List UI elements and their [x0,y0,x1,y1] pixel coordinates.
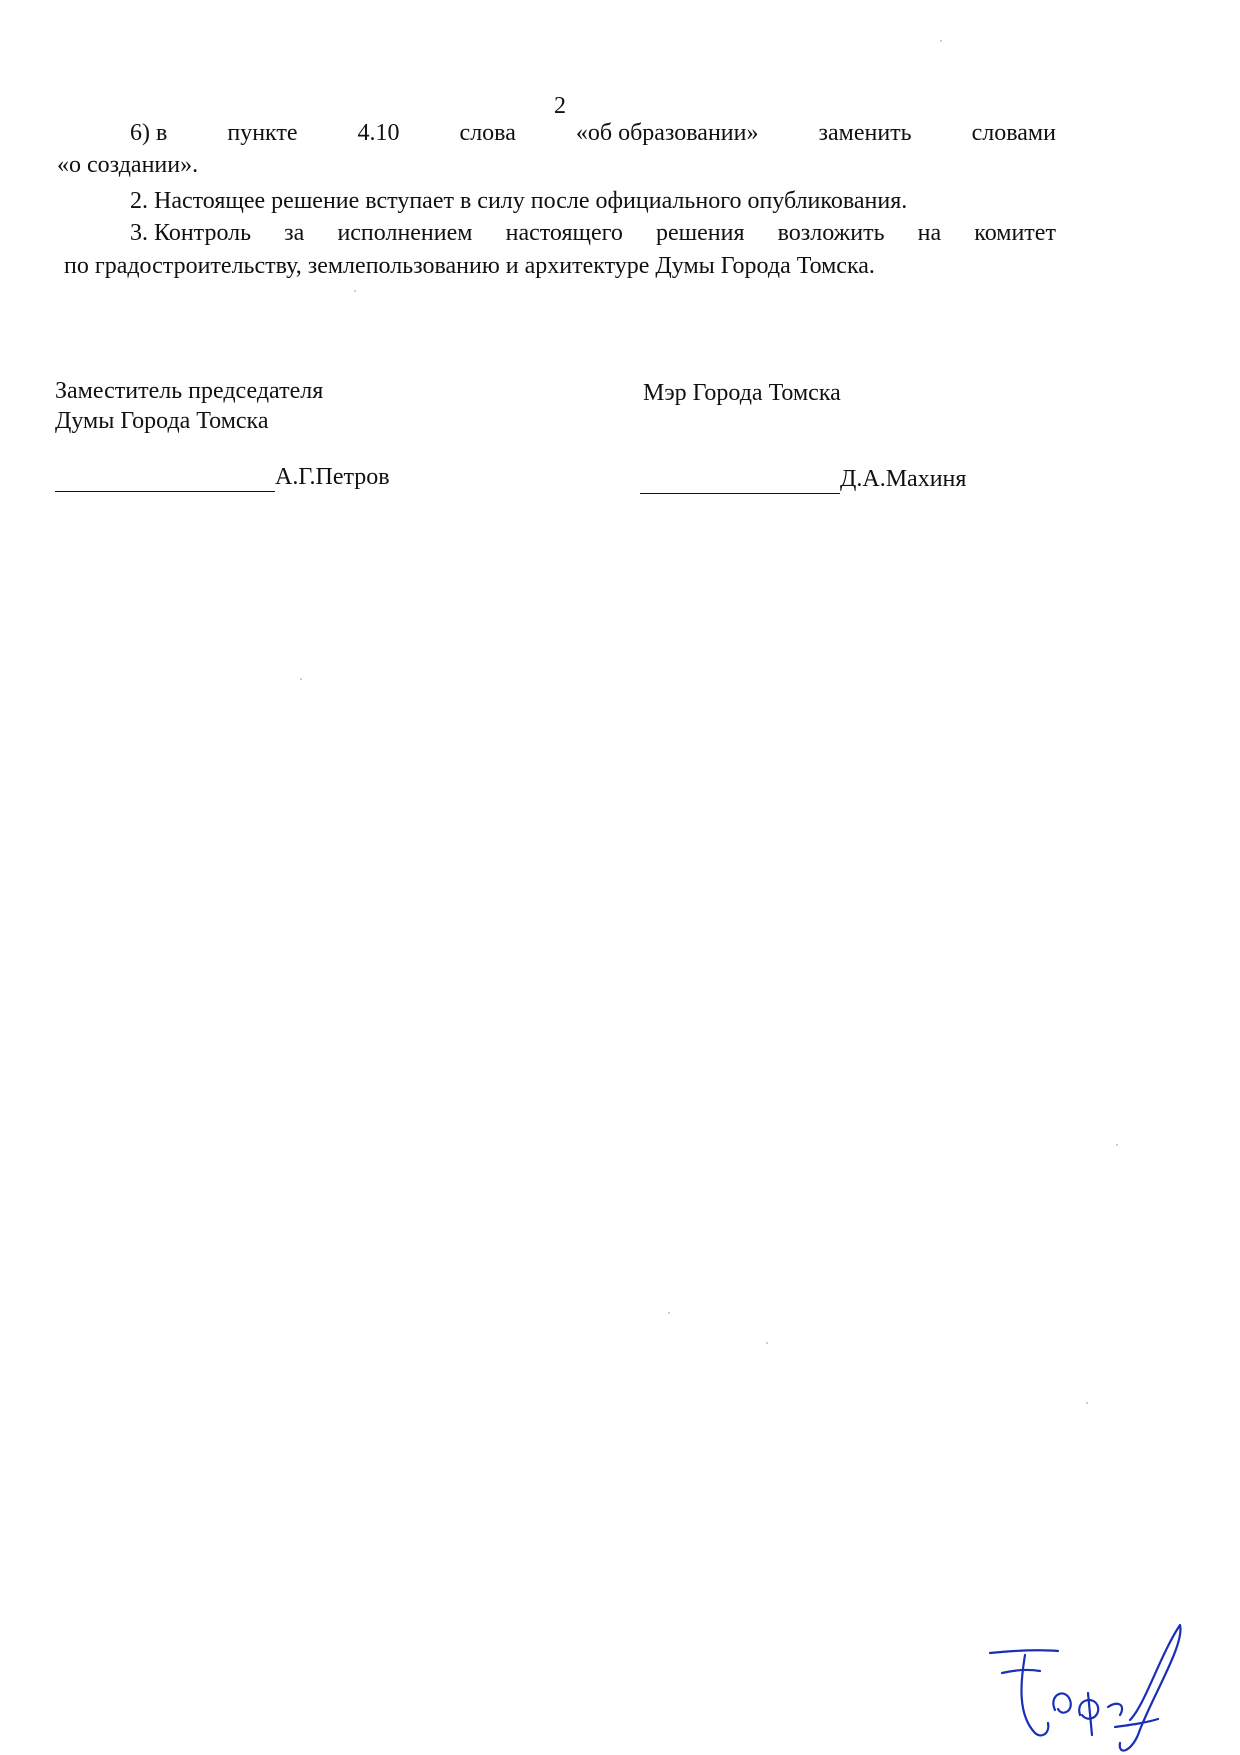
word: решения [656,220,745,246]
left-signature-line [55,462,390,492]
word: комитет [974,220,1056,246]
signature-rule [640,471,840,494]
scan-speck [354,290,356,292]
paragraph-item-2: 2. Настоящее решение вступает в силу после официального опубликования. [130,188,908,214]
word: исполнением [337,220,473,246]
scan-speck [766,1342,768,1344]
scan-speck [668,1312,670,1314]
word: словами [971,120,1056,146]
word: 4.10 [357,120,400,146]
word: на [917,220,942,246]
scan-speck [1116,1144,1118,1146]
word: пункте [227,120,298,146]
right-title-line1: Мэр Города Томска [643,380,841,406]
word: заменить [818,120,912,146]
word: «об образовании» [575,120,759,146]
word: 6) в [130,120,168,146]
right-signatory-title [643,378,841,408]
left-signatory-title [55,376,323,436]
signature-rule [55,469,275,492]
word: за [284,220,305,246]
paragraph-item-3-line2: по градостроительству, землепользованию и архитектуре Думы Города Томска. [64,253,875,279]
left-signatory-name: А.Г.Петров [275,464,390,490]
scan-speck [1086,1402,1088,1404]
paragraph-item-3-line1 [130,218,1056,248]
paragraph-item-b-line2: «о создании». [57,152,199,178]
word: возложить [777,220,885,246]
paragraph-item-b-line1 [130,118,1056,148]
word: 3. Контроль [130,220,252,246]
word: настоящего [505,220,623,246]
word: слова [459,120,516,146]
right-signatory-name: Д.А.Махиня [840,466,967,492]
scan-speck [940,40,942,42]
right-signature-line [640,464,966,494]
left-title-line1: Заместитель председателя [55,378,324,404]
left-title-line2: Думы Города Томска [55,408,269,434]
page-number: 2 [554,93,566,119]
handwritten-signature [980,1615,1210,1755]
scan-speck [300,678,302,680]
